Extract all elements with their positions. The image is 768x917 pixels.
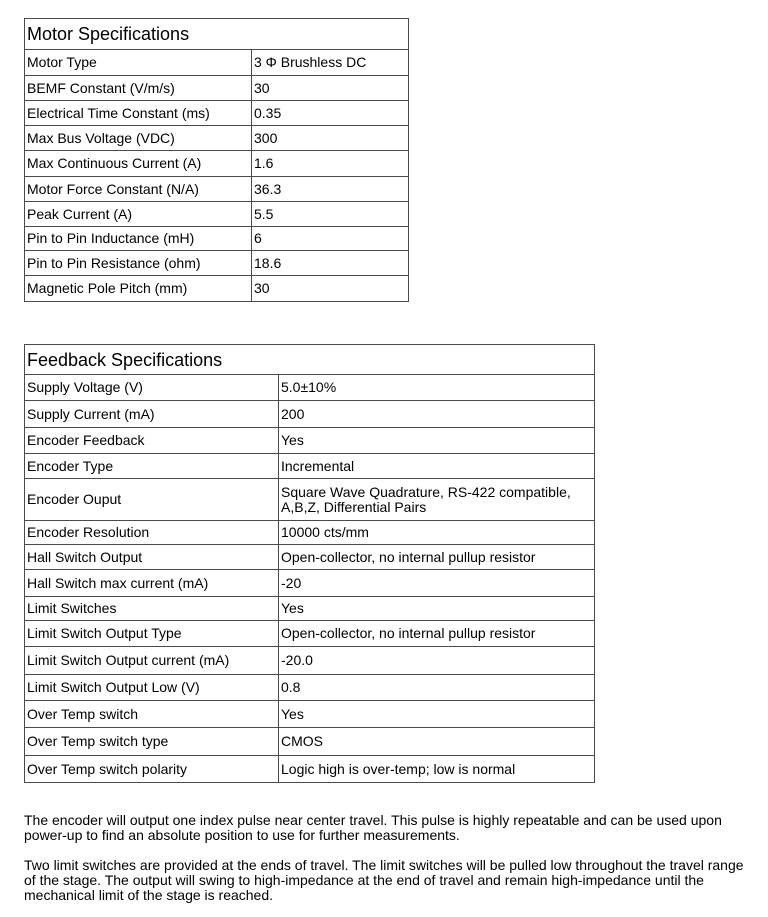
spec-label: Max Bus Voltage (VDC)	[25, 126, 252, 151]
spec-label: Max Continuous Current (A)	[25, 151, 252, 177]
spec-label: Pin to Pin Resistance (ohm)	[25, 251, 252, 276]
spec-value: 10000 cts/mm	[279, 521, 595, 545]
spec-value: 200	[279, 401, 595, 428]
table-row	[25, 454, 595, 479]
limit-switch-note: Two limit switches are provided at the ends of travel. The limit switches will be pulled low throughout the travel range of the stage. The output will swing to high-impedance at the end of travel and remain high-impedance until the mechanical limit of the stage is reached.	[24, 857, 744, 903]
table-row	[25, 570, 595, 597]
spec-label: Electrical Time Constant (ms)	[25, 101, 252, 126]
spec-label: Magnetic Pole Pitch (mm)	[25, 276, 252, 302]
table-title-row	[25, 19, 409, 50]
spec-value: Yes	[279, 701, 595, 728]
spec-value: Open-collector, no internal pullup resistor	[279, 621, 595, 647]
spec-label: Peak Current (A)	[25, 202, 252, 227]
table-row	[25, 428, 595, 454]
table-row	[25, 597, 595, 621]
table-row	[25, 621, 595, 647]
table-row	[25, 202, 409, 227]
table-row	[25, 756, 595, 783]
spec-value: -20.0	[279, 647, 595, 675]
table-row	[25, 126, 409, 151]
table-row	[25, 251, 409, 276]
spec-label: Supply Voltage (V)	[25, 375, 279, 401]
motor-specifications-table	[24, 18, 409, 302]
spec-label: Over Temp switch	[25, 701, 279, 728]
spec-label: Limit Switches	[25, 597, 279, 621]
spec-label: Hall Switch max current (mA)	[25, 570, 279, 597]
table-row	[25, 675, 595, 701]
spec-label: BEMF Constant (V/m/s)	[25, 76, 252, 101]
spec-label: Supply Current (mA)	[25, 401, 279, 428]
spec-label: Pin to Pin Inductance (mH)	[25, 227, 252, 251]
spec-value: 3 Φ Brushless DC	[252, 50, 409, 76]
table-row	[25, 479, 595, 521]
spec-value: Incremental	[279, 454, 595, 479]
spec-value: 36.3	[252, 177, 409, 202]
table-title-row	[25, 345, 595, 375]
spec-value: -20	[279, 570, 595, 597]
spec-value: 30	[252, 76, 409, 101]
spec-value: 18.6	[252, 251, 409, 276]
motor-specifications-title: Motor Specifications	[25, 19, 409, 50]
spec-value: Open-collector, no internal pullup resistor	[279, 545, 595, 570]
feedback-specifications-title: Feedback Specifications	[25, 345, 595, 375]
table-row	[25, 647, 595, 675]
spec-label: Over Temp switch polarity	[25, 756, 279, 783]
spec-label: Encoder Type	[25, 454, 279, 479]
spec-label: Encoder Feedback	[25, 428, 279, 454]
table-row	[25, 101, 409, 126]
spec-value: 300	[252, 126, 409, 151]
spec-value: 1.6	[252, 151, 409, 177]
table-row	[25, 701, 595, 728]
spec-label: Hall Switch Output	[25, 545, 279, 570]
spec-value: 6	[252, 227, 409, 251]
spec-label: Over Temp switch type	[25, 728, 279, 756]
table-row	[25, 151, 409, 177]
table-row	[25, 521, 595, 545]
encoder-index-note: The encoder will output one index pulse near center travel. This pulse is highly repeatable and can be used upon power-up to find an absolute position to use for further measurements.	[24, 812, 722, 843]
spec-label: Motor Type	[25, 50, 252, 76]
spec-value: 5.5	[252, 202, 409, 227]
table-row	[25, 545, 595, 570]
spec-value: 0.35	[252, 101, 409, 126]
table-row	[25, 76, 409, 101]
table-row	[25, 227, 409, 251]
spec-label: Encoder Ouput	[25, 479, 279, 521]
spec-label: Limit Switch Output Type	[25, 621, 279, 647]
table-row	[25, 375, 595, 401]
spec-value: CMOS	[279, 728, 595, 756]
spec-label: Limit Switch Output Low (V)	[25, 675, 279, 701]
spec-value: Logic high is over-temp; low is normal	[279, 756, 595, 783]
spec-label: Limit Switch Output current (mA)	[25, 647, 279, 675]
table-row	[25, 728, 595, 756]
spec-value: 5.0±10%	[279, 375, 595, 401]
table-row	[25, 177, 409, 202]
spec-value: 0.8	[279, 675, 595, 701]
table-row	[25, 401, 595, 428]
spec-label: Encoder Resolution	[25, 521, 279, 545]
table-row	[25, 50, 409, 76]
feedback-specifications-table	[24, 344, 595, 783]
spec-value: Square Wave Quadrature, RS-422 compatible, A,B,Z, Differential Pairs	[279, 479, 595, 521]
spec-label: Motor Force Constant (N/A)	[25, 177, 252, 202]
spec-value: Yes	[279, 597, 595, 621]
table-row	[25, 276, 409, 302]
spec-value: Yes	[279, 428, 595, 454]
spec-value: 30	[252, 276, 409, 302]
